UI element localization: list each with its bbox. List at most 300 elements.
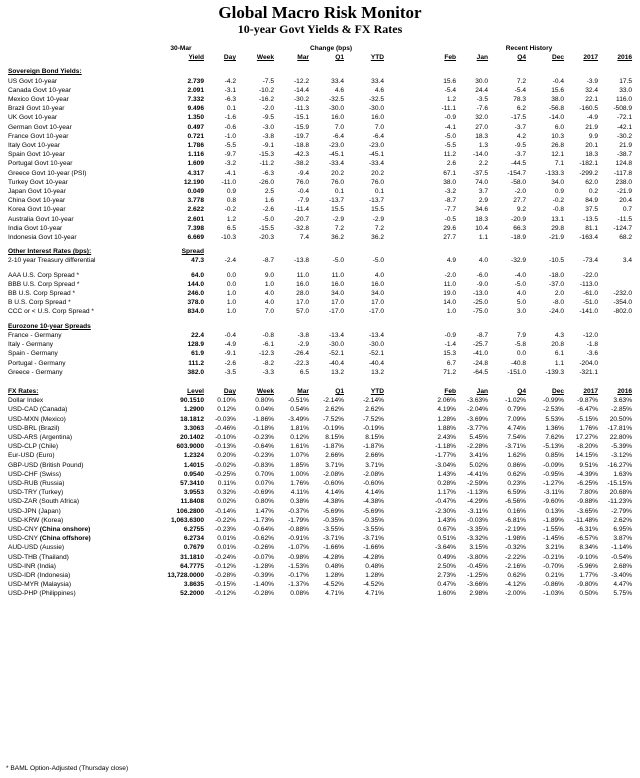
value-cell: -1.18% [435,443,457,451]
value-cell: 1.3 [478,142,489,150]
empty-cell [386,405,424,414]
value-cell: 0.01% [217,544,236,552]
value-cell: 1.1 [478,234,489,242]
value-cell: -1.02% [505,397,527,405]
value-cell: -0.14% [215,507,236,515]
value-cell: 0.10% [217,397,236,405]
value-cell: 74.0 [475,178,489,186]
value-cell: 2.73% [437,571,457,579]
row-label: USD-IDR (Indonesia) [8,571,71,579]
value-cell: 1.2 [446,96,457,104]
empty-cell [386,331,424,340]
value-cell: 13.2 [371,368,384,376]
value-cell: -0.10% [215,433,236,441]
value-cell: 20.8 [551,341,565,349]
value-cell: -3.7 [514,151,527,159]
value-cell: -0.21% [543,553,565,561]
value-cell: -40.8 [511,359,527,367]
value-cell: -4.9 [224,341,236,349]
value-cell: -0.83% [253,461,274,469]
value-cell: -12.3 [258,350,274,358]
value-cell: -5.39% [611,443,633,451]
value-cell: 7.80% [579,489,599,497]
column-header: Jan [476,387,489,395]
value-cell: -52.1 [368,350,384,358]
value-cell: 4.71% [365,590,384,598]
empty-cell [386,349,424,358]
value-cell: -5.69% [363,507,384,515]
value-cell: -1.77% [435,452,457,460]
value-cell: 90.1510 [180,397,204,405]
value-cell: -0.4 [297,188,309,196]
value-cell: 1.2324 [183,452,204,460]
value-cell: -5.4 [444,86,457,94]
value-cell: 28.0 [296,290,309,298]
value-cell: -0.99% [543,397,565,405]
value-cell: 7.09% [507,415,527,423]
value-cell: 1.76% [579,424,599,432]
value-cell: -3.55% [363,525,384,533]
value-cell: 8.15% [365,433,384,441]
value-cell: -9.5 [514,142,527,150]
value-cell: 3.41% [469,452,489,460]
value-cell: -204.0 [579,359,599,367]
value-cell: 13.2 [331,368,344,376]
value-cell: 4.2 [516,132,527,140]
value-cell: -1.45% [543,535,565,543]
table-row [6,424,634,433]
empty-cell [6,53,156,62]
value-cell: 3.4 [622,257,633,265]
value-cell: -1.53% [288,562,309,570]
value-cell: 0.13% [545,507,565,515]
value-cell: -42.3 [293,151,309,159]
value-cell: -9.1 [262,142,274,150]
value-cell: 0.32% [217,489,236,497]
value-cell: 11.8408 [180,498,204,506]
value-cell: -2.0 [262,105,274,113]
value-cell: -8.7 [444,197,457,205]
value-cell: -0.62% [253,535,274,543]
table-row [6,104,634,113]
value-cell: -0.12% [215,590,236,598]
value-cell: -0.17% [288,571,309,579]
value-cell: -38.2 [293,160,309,168]
value-cell: 27.7 [443,234,457,242]
value-cell: -5.0 [332,257,344,265]
value-cell: 0.12% [217,406,236,414]
value-cell: 0.07% [255,479,274,487]
value-cell: 0.49% [437,553,457,561]
value-cell: 68.2 [619,234,633,242]
table-row [6,368,634,377]
value-cell: -16.27% [607,461,633,469]
empty-cell [386,387,424,396]
column-header: 2017 [583,387,599,395]
table-row [6,178,634,187]
table-row [6,461,634,470]
value-cell: -19.7 [293,132,309,140]
value-cell: 9.51% [579,461,599,469]
value-cell: -13.0 [473,290,489,298]
value-cell: -23.0 [368,142,384,150]
value-cell: 1.28% [365,571,384,579]
value-cell: -32.8 [293,224,309,232]
value-cell: -9.0 [476,280,489,288]
value-cell: -354.0 [613,299,633,307]
value-cell: -5.4 [514,86,527,94]
row-label: USD-TRY (Turkey) [8,489,64,497]
column-header: Week [256,387,274,395]
column-header-row [6,53,634,62]
value-cell: 6.1 [554,350,565,358]
table-row [6,571,634,580]
table-row [6,589,634,598]
value-cell: -32.9 [511,257,527,265]
value-cell: -15.9 [293,123,309,131]
value-cell: 1.63% [613,470,633,478]
value-cell: -24.0 [549,308,565,316]
value-cell: 8.15% [325,433,344,441]
value-cell: 4.6 [334,86,344,94]
value-cell: -1.55% [543,525,565,533]
value-cell: 4.0 [374,271,384,279]
value-cell: -8.2 [262,359,274,367]
china-market-label: (China offshore) [39,535,91,543]
value-cell: -8.0 [552,299,565,307]
value-cell: 0.80% [255,397,274,405]
value-cell: 5.02% [469,461,489,469]
value-cell: -0.54% [611,553,633,561]
value-cell: -0.15% [215,581,236,589]
value-cell: -2.04% [467,406,489,414]
value-cell: -321.1 [579,368,599,376]
value-cell: -0.9 [444,331,457,339]
value-cell: -2.0 [514,188,527,196]
value-cell: 1.77% [579,571,599,579]
value-cell: -17.5 [511,114,527,122]
table-row [6,141,634,150]
value-cell: -0.35% [323,516,344,524]
value-cell: -38.7 [617,151,633,159]
value-cell: -64.5 [473,368,489,376]
value-cell: 1.609 [187,160,204,168]
risk-monitor-table [6,44,634,599]
table-row [6,132,634,141]
table-row [6,543,634,552]
table-row [6,451,634,460]
row-label: Greece - Germany [8,368,63,376]
value-cell: 0.8 [226,197,236,205]
column-header: Q4 [517,387,527,395]
value-cell: -0.18% [253,424,274,432]
value-cell: -1.89% [543,516,565,524]
value-cell: 20.1402 [180,433,204,441]
table-row [6,433,634,442]
value-cell: -33.4 [368,160,384,168]
value-cell: -3.80% [467,553,489,561]
value-cell: -2.79% [611,507,633,515]
value-cell: 1.85% [290,461,309,469]
value-cell: -8.7 [476,331,489,339]
column-header: YTD [370,54,384,62]
row-label: France Govt 10-year [8,132,69,140]
value-cell: -3.2 [224,160,236,168]
value-cell: 382.0 [187,368,204,376]
row-label: BBB U.S. Corp Spread * [8,280,80,288]
value-cell: -3.04% [435,461,457,469]
value-cell: 0.049 [187,188,204,196]
value-cell: 3.71% [365,461,384,469]
value-cell: 0.79% [507,406,527,414]
empty-cell [386,424,424,433]
value-cell: 52.2000 [180,590,204,598]
value-cell: 0.2 [588,188,599,196]
column-header: YTD [370,387,384,395]
value-cell: 15.6 [551,86,565,94]
value-cell: -182.1 [579,160,599,168]
value-cell: -0.98% [288,553,309,561]
empty-cell [386,534,424,543]
value-cell: 1.43% [437,470,457,478]
value-cell: -0.4 [552,77,565,85]
value-cell: -0.23% [253,433,274,441]
value-cell: 22.80% [609,433,633,441]
value-cell: -163.4 [579,234,599,242]
value-cell: -5.0 [262,215,274,223]
row-label: BB U.S. Corp Spread * [8,290,76,298]
value-cell: -4.38% [323,498,344,506]
value-cell: 64.7775 [180,562,204,570]
empty-cell [386,516,424,525]
value-cell: 26.8 [551,142,565,150]
value-cell: 18.3 [585,151,599,159]
value-cell: 7.54% [507,433,527,441]
value-cell: -61.0 [583,290,599,298]
table-row [6,331,634,340]
table-row [6,396,634,405]
value-cell: -0.60% [323,479,344,487]
value-cell: -0.86% [543,581,565,589]
value-cell: 6.5 [226,224,236,232]
value-cell: 1.2900 [183,406,204,414]
value-cell: -5.69% [323,507,344,515]
table-row [6,507,634,516]
value-cell: 17.0 [331,299,344,307]
value-cell: -3.64% [435,544,457,552]
value-cell: 7.398 [187,224,204,232]
value-cell: -7.6 [476,105,489,113]
value-cell: -4.39% [577,470,599,478]
value-cell: -1.66% [363,544,384,552]
value-cell: -0.46% [215,424,236,432]
row-label: USD-JPN (Japan) [8,507,61,515]
value-cell: 4.47% [613,581,633,589]
value-cell: 16.0 [371,114,384,122]
value-cell: -26.0 [258,178,274,186]
empty-cell [386,77,424,86]
value-cell: -2.00% [505,590,527,598]
value-cell: 24.4 [475,86,489,94]
value-cell: 6.0 [554,123,565,131]
value-cell: 0.23% [507,479,527,487]
empty-cell [386,169,424,178]
value-cell: 34.0 [371,290,384,298]
value-cell: -139.3 [545,368,565,376]
value-cell: -2.85% [611,406,633,414]
value-cell: 0.38% [290,498,309,506]
value-cell: -508.9 [613,105,633,113]
value-cell: -0.12% [215,562,236,570]
empty-cell [6,44,156,53]
empty-cell [386,415,424,424]
value-cell: 0.08% [290,590,309,598]
value-cell: 19.0 [443,290,457,298]
value-cell: -30.0 [368,105,384,113]
value-cell: -15.1 [293,114,309,122]
empty-cell [386,256,424,265]
value-cell: -160.5 [579,105,599,113]
value-cell: -3.71% [323,535,344,543]
value-cell: 11.2 [443,151,457,159]
value-cell: -5.0 [514,280,527,288]
value-cell: -15.3 [258,151,274,159]
value-cell: 32.0 [475,114,489,122]
value-cell: 15.3 [443,350,457,358]
value-cell: -2.14% [363,397,384,405]
value-cell: -0.13% [215,443,236,451]
value-cell: -2.6 [262,206,274,214]
value-cell: 1.786 [187,142,204,150]
value-cell: 36.2 [371,234,384,242]
value-cell: 1.88% [437,424,457,432]
value-cell: 2.50% [437,562,457,570]
column-header: Day [223,387,236,395]
empty-cell [386,150,424,159]
value-cell: 20.1 [585,142,599,150]
value-cell: 36.2 [331,234,344,242]
value-cell: -0.19% [363,424,384,432]
value-cell: 6.2755 [183,525,204,533]
value-cell: -5.0 [444,132,457,140]
value-cell: -3.9 [586,77,599,85]
table-row [6,298,634,307]
value-cell: 1.0 [264,280,274,288]
value-cell: 4.0 [516,290,527,298]
value-cell: 7.332 [187,96,204,104]
value-cell: -0.51% [288,397,309,405]
row-label: Japan Govt 10-year [8,188,66,196]
value-cell: -18.8 [293,142,309,150]
value-cell: 2.98% [469,590,489,598]
value-cell: -13.7 [328,197,344,205]
value-cell: 1.1 [554,359,565,367]
column-header: Feb [444,387,457,395]
value-cell: 6.7 [446,359,457,367]
value-cell: 2.9 [478,197,489,205]
value-cell: -0.02% [215,461,236,469]
table-row [6,525,634,534]
value-cell: 0.51% [437,535,457,543]
value-cell: -3.12% [611,452,633,460]
row-label: Portugal - Germany [8,359,66,367]
value-cell: -9.87% [577,397,599,405]
value-cell: -1.6 [224,114,236,122]
value-cell: -25.0 [473,299,489,307]
value-cell: 17.27% [575,433,599,441]
value-cell: -11.5 [617,215,633,223]
value-cell: 2.091 [187,86,204,94]
empty-cell [386,507,424,516]
value-cell: 7.2 [516,77,527,85]
value-cell: 7.2 [334,224,344,232]
value-cell: 66.3 [513,224,527,232]
value-cell: 124.8 [615,160,633,168]
row-label: USD-CLP (Chile) [8,443,59,451]
value-cell: 18.1812 [180,415,204,423]
value-cell: 21.9 [585,123,599,131]
value-cell: -1.40% [253,581,274,589]
value-cell: 4.6 [374,86,384,94]
column-header: 2016 [617,387,633,395]
report-subtitle: 10-year Govt Yields & FX Rates [237,22,403,36]
value-cell: 4.0 [264,290,274,298]
value-cell: 0.67% [437,525,457,533]
row-label: AUD-USD (Aussie) [8,544,65,552]
value-cell: -26.4 [293,350,309,358]
value-cell: -51.0 [583,299,599,307]
value-cell: -15.15% [607,479,633,487]
value-cell: -11.48% [573,516,599,524]
value-cell: 246.0 [187,290,204,298]
value-cell: -0.23% [253,452,274,460]
value-cell: 6.5 [299,368,309,376]
value-cell: 11.0 [443,280,457,288]
value-cell: 18.3 [475,132,489,140]
value-cell: -3.66% [467,581,489,589]
value-cell: 38.0 [551,96,565,104]
column-header: 2016 [617,54,633,62]
column-header: Q1 [335,54,344,62]
value-cell: -1.98% [505,535,527,543]
value-cell: -0.25% [215,470,236,478]
row-label: 2-10 year Treasury differential [8,257,96,265]
value-cell: 34.0 [331,290,344,298]
row-label: Indonesia Govt 10-year [8,234,77,242]
value-cell: 4.317 [187,169,204,177]
value-cell: 0.1 [374,188,384,196]
value-cell: 2.6 [446,160,457,168]
spread-header: Spread [181,248,204,256]
empty-cell [386,571,424,580]
value-cell: 1.17% [437,489,457,497]
table-row [6,196,634,205]
value-cell: 1.47% [255,507,274,515]
value-cell: -0.22% [215,516,236,524]
value-cell: -8.7 [262,257,274,265]
value-cell: -9.88% [577,498,599,506]
value-cell: -23.0 [328,142,344,150]
value-cell: 1.28% [437,415,457,423]
value-cell: 3.63% [613,397,633,405]
table-row [6,349,634,358]
value-cell: 22.1 [585,96,599,104]
value-cell: 7.0 [374,123,384,131]
value-cell: -3.8 [262,132,274,140]
value-cell: -16.2 [258,96,274,104]
value-cell: -4.0 [514,271,527,279]
value-cell: -10.3 [220,234,236,242]
